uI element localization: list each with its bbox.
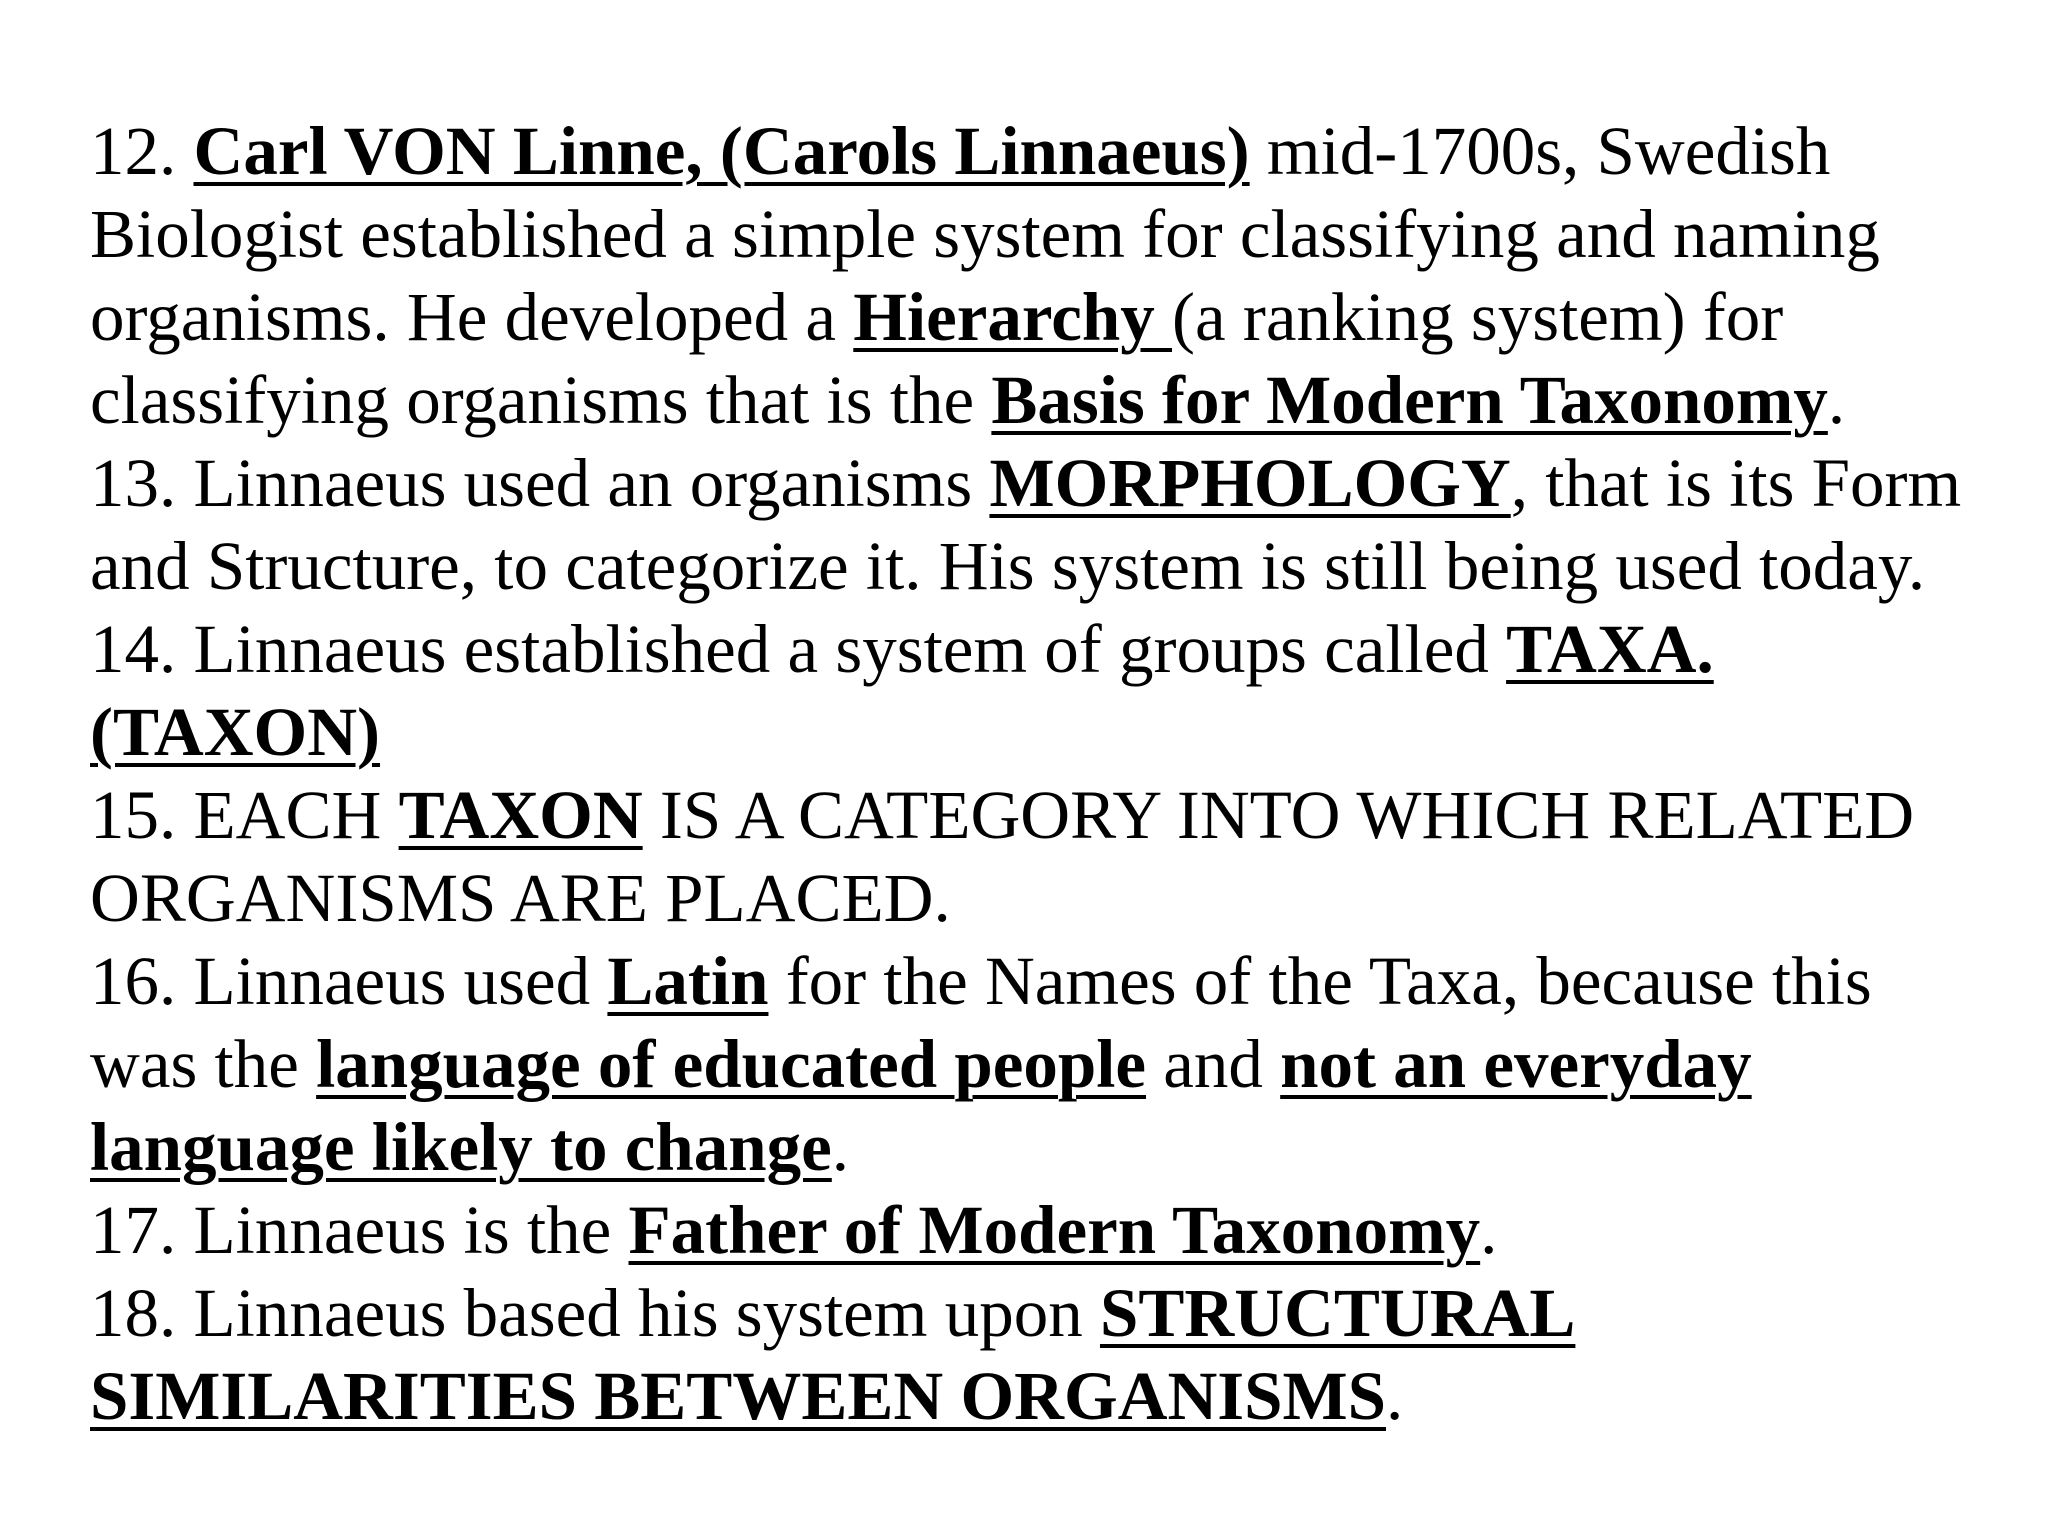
key-term: Carl VON Linne, (Carols Linnaeus)	[193, 113, 1250, 189]
note-text: 17. Linnaeus is the	[90, 1192, 629, 1268]
note-text: IS A CATEGORY INTO WHICH RELATED ORGANISMS ARE PLACED.	[90, 777, 1915, 936]
key-term: Father of Modern Taxonomy	[628, 1192, 1481, 1268]
note-item-14	[90, 608, 1990, 774]
note-item-16	[90, 940, 1990, 1189]
note-text: mid-1700s, Swedish Biologist established a simple system for classifying and naming organisms. He developed a	[90, 113, 1880, 355]
note-text: .	[1480, 1192, 1498, 1268]
notes-slide	[90, 110, 1990, 1438]
key-term: language of educated people	[316, 1026, 1147, 1102]
note-text: 18. Linnaeus based his system upon	[90, 1275, 1100, 1351]
note-item-12	[90, 110, 1990, 442]
note-text: 12.	[90, 113, 194, 189]
note-text: (a ranking system) for classifying organisms that is the	[90, 279, 1784, 438]
key-term: TAXON	[398, 777, 643, 853]
key-term: Hierarchy	[853, 279, 1173, 355]
note-item-13	[90, 442, 1990, 608]
note-text: 14. Linnaeus established a system of groups called	[90, 611, 1507, 687]
key-term: MORPHOLOGY	[989, 445, 1511, 521]
note-item-17	[90, 1189, 1990, 1272]
key-term: STRUCTURAL SIMILARITIES BETWEEN ORGANISMS	[90, 1275, 1576, 1434]
note-text: .	[1386, 1358, 1404, 1434]
note-text: .	[831, 1109, 850, 1185]
note-text: 16. Linnaeus used	[90, 943, 608, 1019]
note-text: 15. EACH	[90, 777, 399, 853]
key-term: not an everyday language likely to change	[90, 1026, 1752, 1185]
note-text: .	[1827, 362, 1846, 438]
note-text: and	[1146, 1026, 1281, 1102]
key-term: Latin	[607, 943, 769, 1019]
note-text: for the Names of the Taxa, because this was the	[90, 943, 1872, 1102]
note-item-18	[90, 1272, 1990, 1438]
note-text: , that is its Form and Structure, to categorize it. His system is still being used today.	[90, 445, 1962, 604]
key-term: TAXA. (TAXON)	[90, 611, 1714, 770]
note-text: 13. Linnaeus used an organisms	[90, 445, 990, 521]
note-item-15	[90, 774, 1990, 940]
key-term: Basis for Modern Taxonomy	[991, 362, 1828, 438]
